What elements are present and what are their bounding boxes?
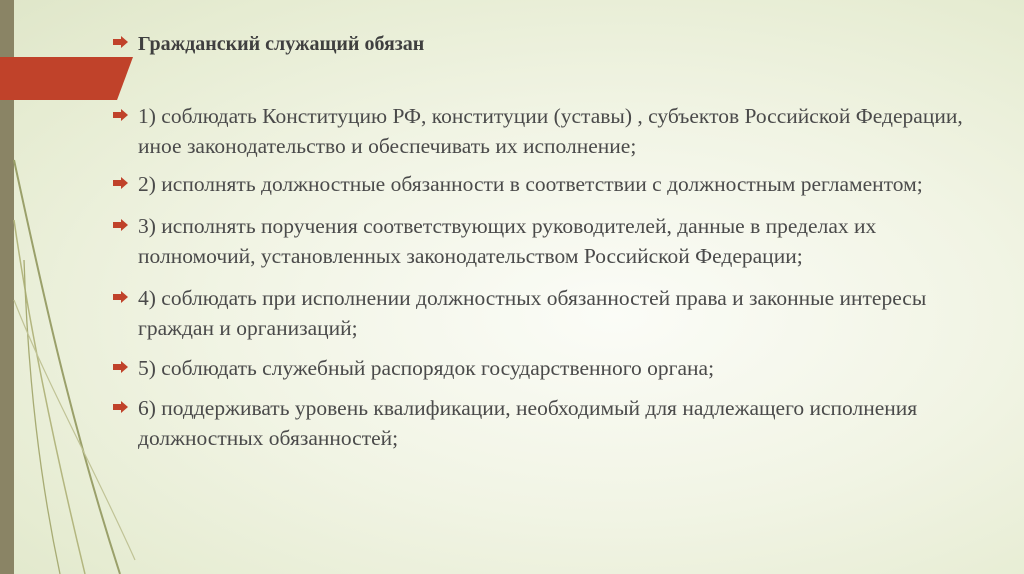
list-item-text: 5) соблюдать служебный распорядок государственного органа;	[138, 356, 715, 380]
arrow-bullet-icon	[112, 400, 129, 414]
list-item	[112, 393, 992, 453]
list-item-text: 2) исполнять должностные обязанности в соответствии с должностным регламентом;	[138, 172, 923, 196]
list-item	[112, 283, 992, 343]
list-item	[112, 101, 992, 161]
slide-heading	[112, 30, 992, 58]
list-item	[112, 353, 992, 383]
arrow-bullet-icon	[112, 176, 129, 190]
heading-text: Гражданский служащий обязан	[138, 33, 425, 55]
arrow-bullet-icon	[112, 218, 129, 232]
arrow-bullet-icon	[112, 360, 129, 374]
list-item-text: 3) исполнять поручения соответствующих руководителей, данные в пределах их полномочий, установленных законодательством Российской Федерации;	[138, 214, 877, 268]
list-item	[112, 169, 992, 199]
list-item-text: 1) соблюдать Конституцию РФ, конституции (уставы) , субъектов Российской Федерации, иное законодательство и обеспечивать их исполнение;	[138, 104, 963, 158]
slide-content	[112, 30, 992, 453]
list-item	[112, 211, 992, 271]
list-item-text: 6) поддерживать уровень квалификации, необходимый для надлежащего исполнения должностных обязанностей;	[138, 396, 918, 450]
arrow-bullet-icon	[112, 35, 129, 49]
arrow-bullet-icon	[112, 108, 129, 122]
list-item-text: 4) соблюдать при исполнении должностных обязанностей права и законные интересы граждан и организаций;	[138, 286, 927, 340]
arrow-bullet-icon	[112, 290, 129, 304]
